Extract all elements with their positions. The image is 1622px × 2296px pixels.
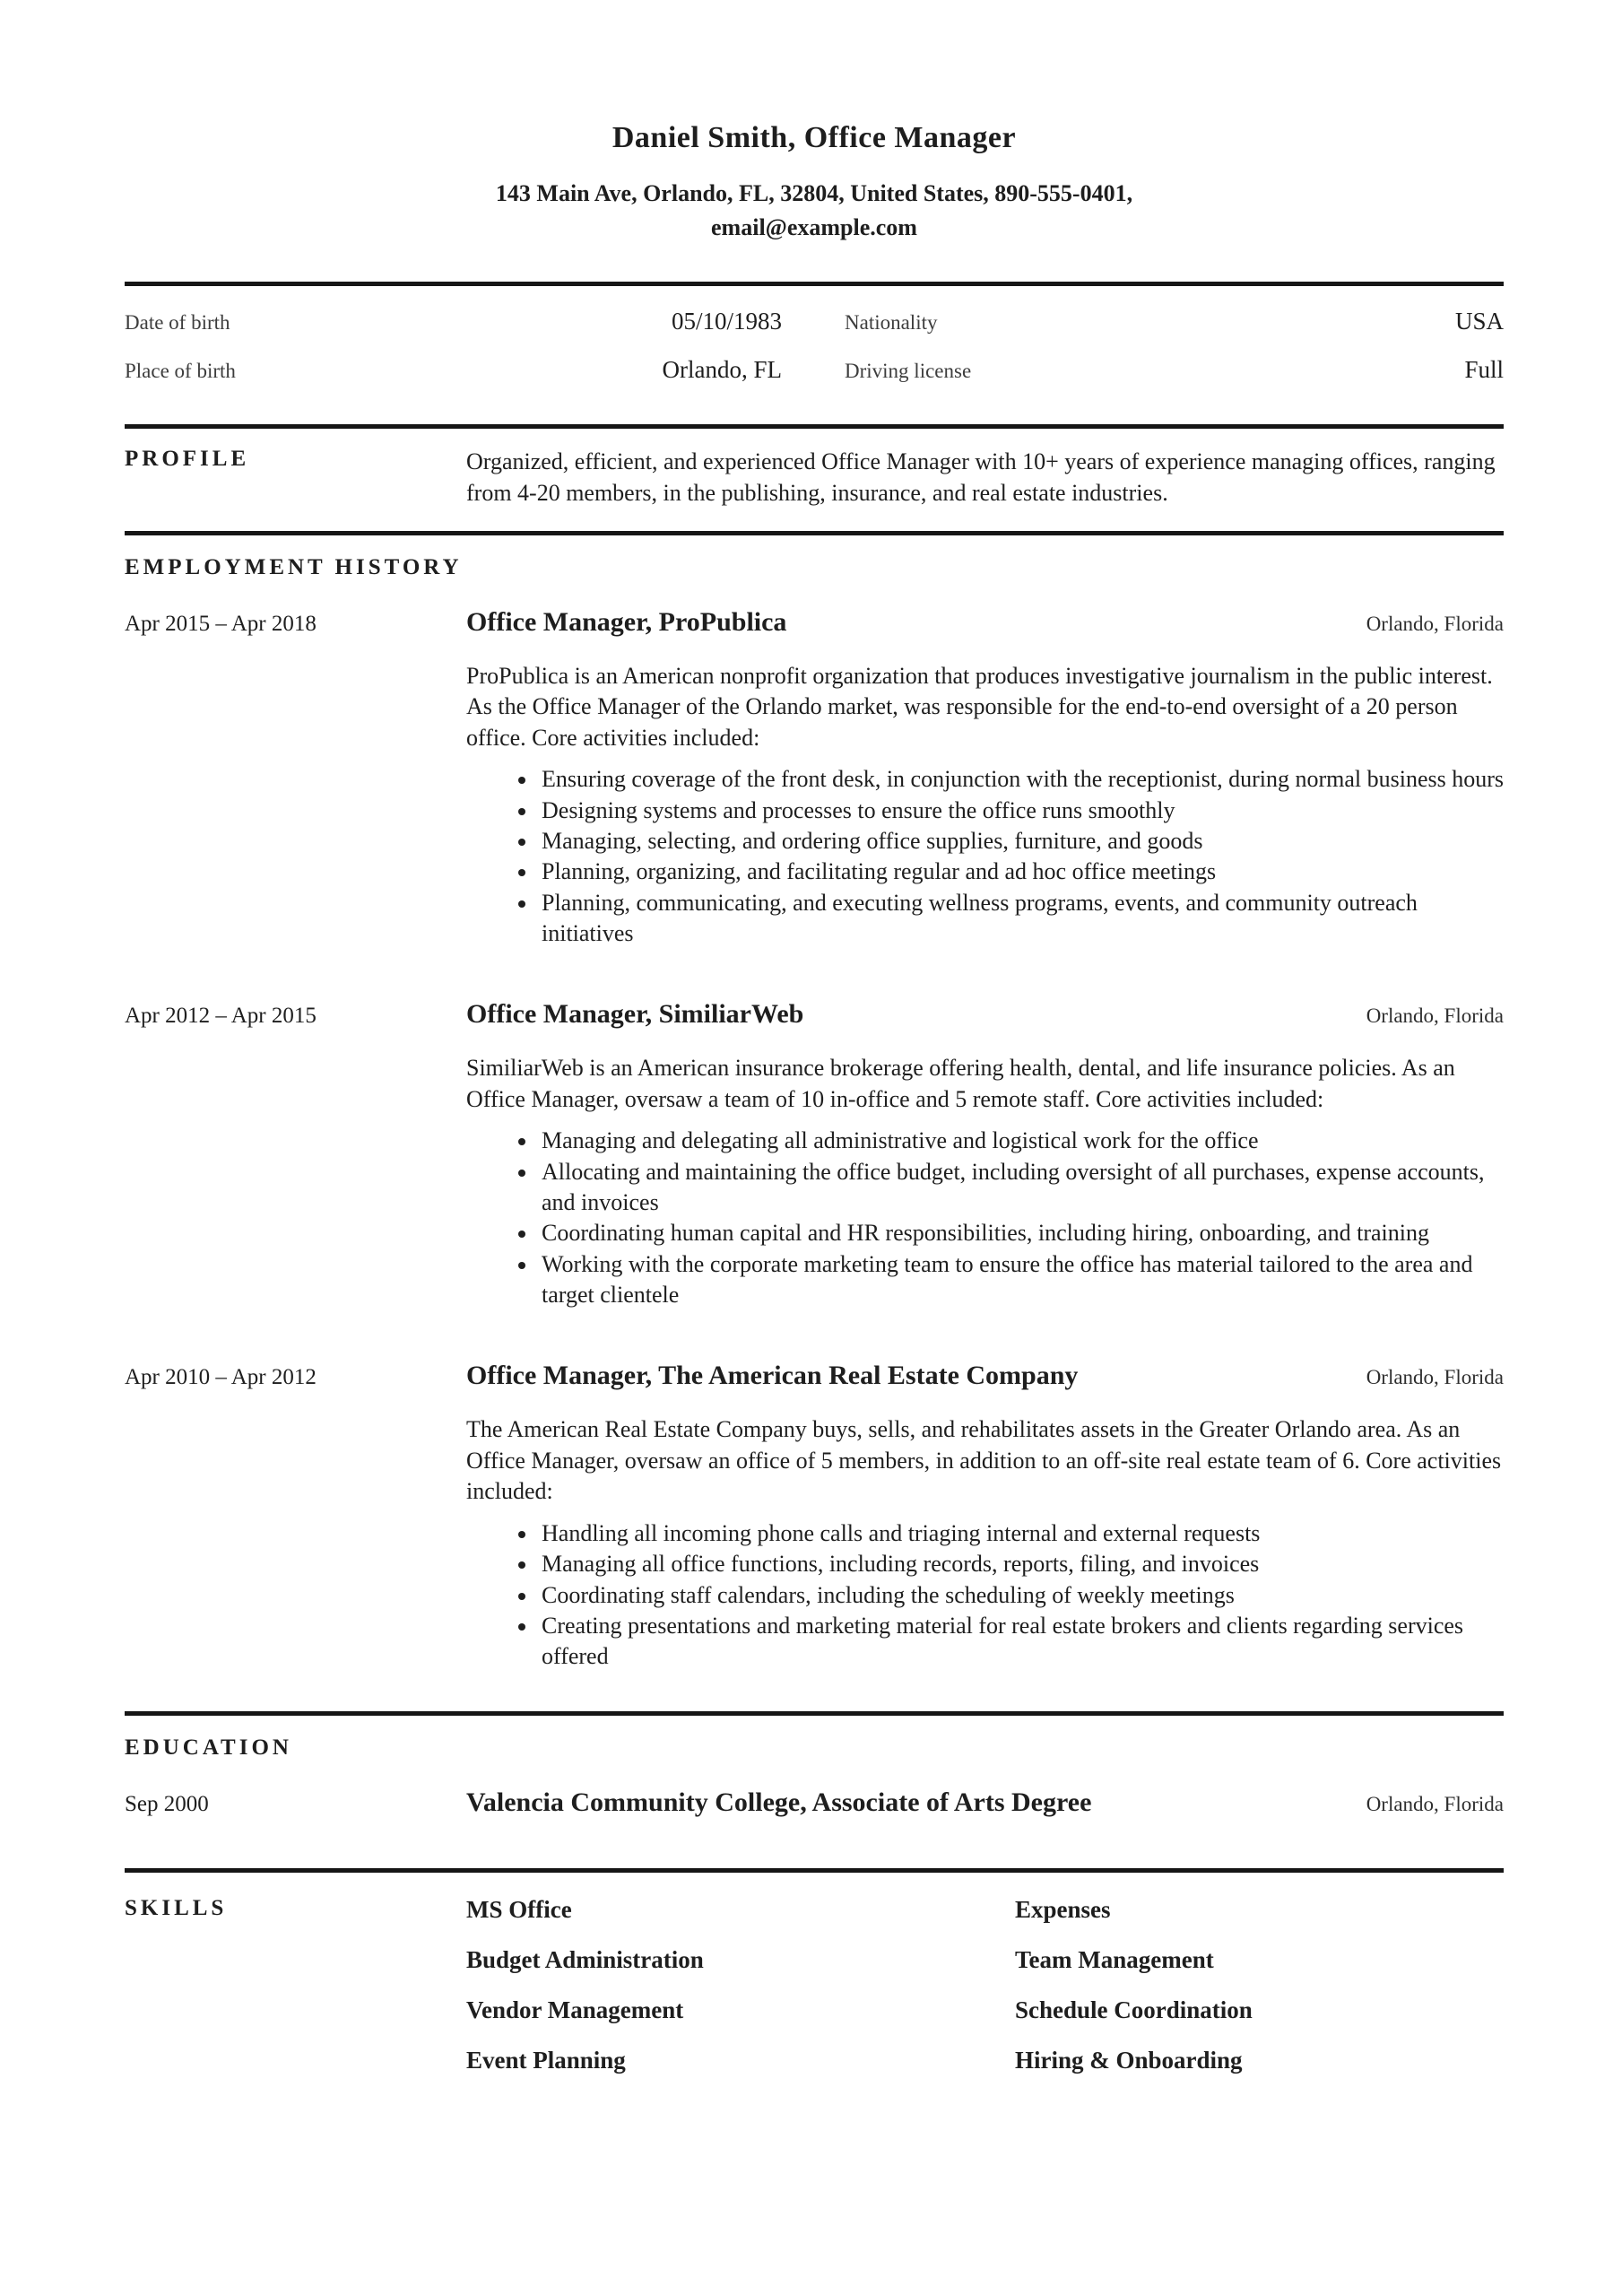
education-heading-row: [125, 1735, 1504, 1761]
skills-heading: SKILLS: [125, 1896, 228, 1921]
education-section: [125, 1716, 1504, 1868]
job-bullet: • Managing, selecting, and ordering office supplies, furniture, and goods: [538, 826, 1504, 857]
job-description: The American Real Estate Company buys, sells, and rehabilitates assets in the Greater Orlando area. As an Office Manager, oversaw an office of 5 members, in addition to an off-site real estate team of 6. Core activities included:: [466, 1416, 1502, 1505]
job-content: [466, 1361, 1504, 1672]
job-description: SimiliarWeb is an American insurance brokerage offering health, dental, and life insurance policies. As an Office Manager, oversaw a team of 10 in-office and 5 remote staff. Core activities included:: [466, 1055, 1455, 1112]
job-bullet: • Coordinating human capital and HR responsibilities, including hiring, onboarding, and training: [538, 1218, 1504, 1248]
job-bullet: • Ensuring coverage of the front desk, in conjunction with the receptionist, during normal business hours: [538, 764, 1504, 795]
skill-item: MS Office: [466, 1896, 572, 1924]
job-bullet: • Creating presentations and marketing material for real estate brokers and clients regarding services offered: [538, 1611, 1504, 1673]
job-bullet: • Designing systems and processes to ensure the office runs smoothly: [538, 796, 1504, 826]
education-location: Orlando, Florida: [1366, 1793, 1504, 1816]
job-title-row: [466, 1361, 1504, 1391]
job-location: Orlando, Florida: [1366, 612, 1504, 635]
job-bullet-list: [466, 1126, 1504, 1310]
skill-item: Team Management: [1015, 1946, 1214, 1974]
skills-grid: [466, 1896, 1504, 2074]
skill-item: Expenses: [1015, 1896, 1111, 1924]
detail-label-place-of-birth: Place of birth: [125, 360, 236, 383]
job-title-row: [466, 607, 1504, 638]
detail-label-driving-license: Driving license: [845, 360, 972, 383]
contact-email: email@example.com: [711, 213, 917, 240]
education-heading: EDUCATION: [125, 1735, 292, 1761]
job-bullet: • Allocating and maintaining the office budget, including oversight of all purchases, expense accounts, and invoices: [538, 1157, 1504, 1219]
skill-item: Hiring & Onboarding: [1015, 2047, 1243, 2074]
education-entry: [125, 1787, 1504, 1818]
skills-column-1: [466, 1896, 1015, 2074]
job-bullet-list: [466, 764, 1504, 949]
detail-value-place-of-birth: Orlando, FL: [662, 356, 782, 384]
skills-column-2: [1015, 1896, 1253, 2074]
job-content: [466, 999, 1504, 1310]
job-bullet-list: [466, 1518, 1504, 1673]
detail-value-date-of-birth: 05/10/1983: [671, 308, 782, 335]
job-title: Office Manager, ProPublica: [466, 606, 787, 637]
skills-section: [125, 1873, 1504, 2074]
job-location: Orlando, Florida: [1366, 1366, 1504, 1389]
job-bullet: • Working with the corporate marketing team to ensure the office has material tailored to the area and target clientele: [538, 1249, 1504, 1311]
job-bullet: • Managing and delegating all administrative and logistical work for the office: [538, 1126, 1504, 1156]
job-title: Office Manager, SimiliarWeb: [466, 999, 804, 1030]
job-entry: [125, 607, 1504, 950]
profile-section: [125, 429, 1504, 530]
profile-heading-column: [125, 447, 466, 509]
employment-heading: EMPLOYMENT HISTORY: [125, 554, 463, 579]
education-title: Valencia Community College, Associate of Arts Degree: [466, 1787, 1092, 1818]
profile-text: Organized, efficient, and experienced Office Manager with 10+ years of experience managing offices, ranging from 4-20 members, in the publishing, insurance, and real estate industries.: [466, 448, 1496, 506]
skill-item: Schedule Coordination: [1015, 1996, 1253, 2024]
profile-heading: PROFILE: [125, 447, 250, 472]
profile-content: [466, 447, 1504, 509]
education-title-row: [466, 1787, 1504, 1818]
detail-value-nationality: USA: [1454, 308, 1504, 335]
contact-address: 143 Main Ave, Orlando, FL, 32804, United States, 890-555-0401,: [495, 180, 1133, 206]
personal-details-section: [125, 286, 1504, 424]
job-description: ProPublica is an American nonprofit organization that produces investigative journalism in the public interest. As the Office Manager of the Orlando market, was responsible for the end-to-end oversight of a 20 person office. Core activities included:: [466, 662, 1493, 751]
page-title: Daniel Smith, Office Manager: [612, 121, 1017, 154]
job-dates: Apr 2012 – Apr 2015: [125, 1004, 317, 1029]
job-title: Office Manager, The American Real Estate Company: [466, 1361, 1079, 1391]
job-bullet: • Planning, organizing, and facilitating regular and ad hoc office meetings: [538, 857, 1504, 887]
skill-item: Vendor Management: [466, 1996, 684, 2024]
job-entry: [125, 999, 1504, 1310]
job-title-row: [466, 999, 1504, 1030]
details-row: [125, 347, 1504, 396]
job-bullet: • Handling all incoming phone calls and triaging internal and external requests: [538, 1518, 1504, 1549]
job-bullet: • Planning, communicating, and executing wellness programs, events, and community outreach initiatives: [538, 888, 1504, 950]
skill-item: Event Planning: [466, 2047, 626, 2074]
detail-label-date-of-birth: Date of birth: [125, 311, 230, 335]
job-entry: [125, 1361, 1504, 1672]
skill-item: Budget Administration: [466, 1946, 704, 1974]
resume-header: [125, 121, 1504, 244]
job-bullet: • Managing all office functions, including records, reports, filing, and invoices: [538, 1549, 1504, 1579]
employment-heading-row: [125, 555, 1504, 580]
skills-heading-column: [125, 1896, 466, 2074]
employment-history-section: [125, 535, 1504, 1712]
job-dates: Apr 2010 – Apr 2012: [125, 1365, 317, 1390]
job-bullet: • Coordinating staff calendars, including the scheduling of weekly meetings: [538, 1580, 1504, 1611]
education-content: [466, 1787, 1504, 1818]
job-location: Orlando, Florida: [1366, 1004, 1504, 1028]
detail-label-nationality: Nationality: [845, 311, 938, 335]
job-dates: Apr 2015 – Apr 2018: [125, 611, 317, 636]
details-row: [125, 299, 1504, 347]
detail-value-driving-license: Full: [1464, 356, 1504, 384]
education-dates: Sep 2000: [125, 1792, 209, 1817]
job-content: [466, 607, 1504, 950]
